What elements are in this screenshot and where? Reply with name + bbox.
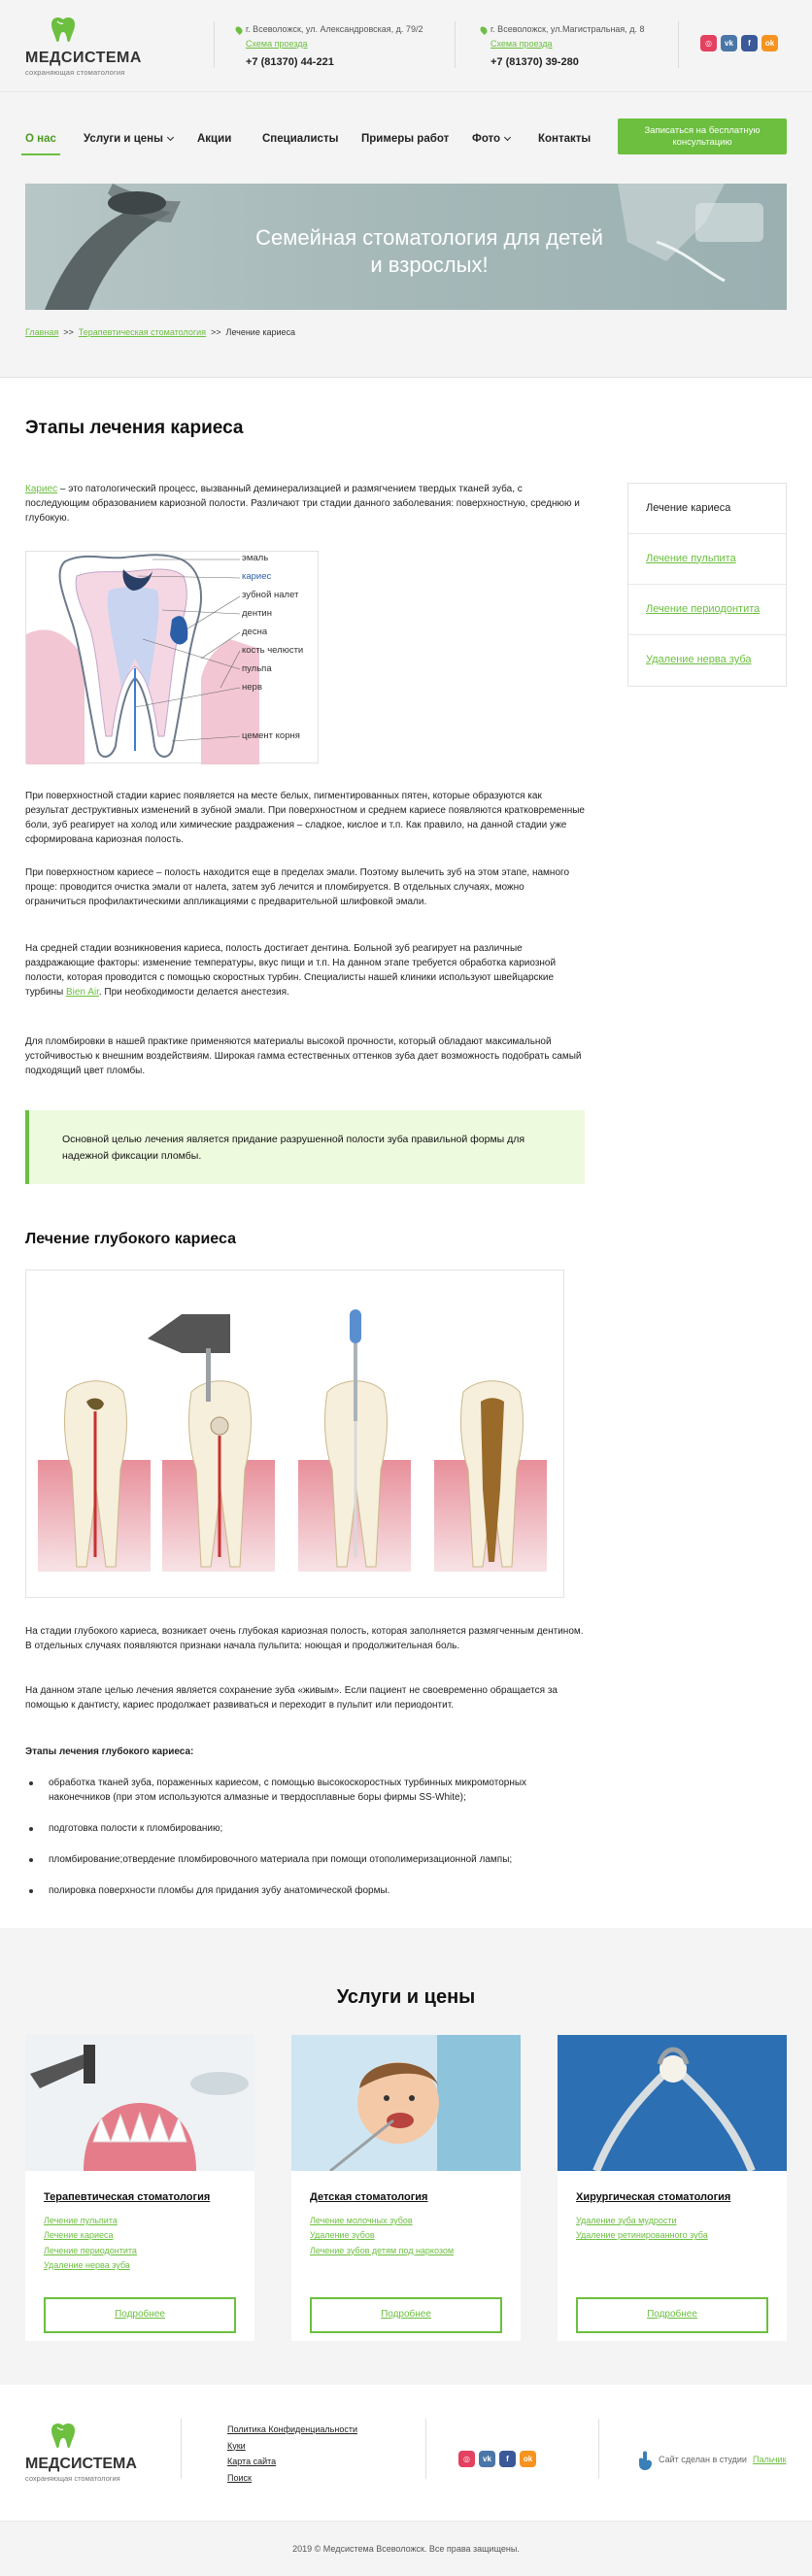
facebook-icon[interactable]: f	[741, 35, 758, 51]
paragraph	[25, 941, 587, 1000]
highlight-quote: Основной целью лечения является придание разрушенной полости зуба правильной формы для надежной фиксации пломбы.	[25, 1110, 585, 1184]
paragraph-text: . При необходимости делается анестезия.	[98, 987, 289, 998]
breadcrumb-separator: >>	[63, 327, 74, 337]
tooth-anatomy-diagram	[25, 551, 319, 763]
service-card-title[interactable]: Детская стоматология	[310, 2191, 428, 2203]
sidebar-item-caries[interactable]: Лечение кариеса	[628, 484, 786, 534]
hero-banner	[25, 184, 787, 310]
footer-logo[interactable]	[25, 2422, 142, 2485]
service-card-surgery	[558, 2035, 787, 2341]
nav-item-portfolio[interactable]	[361, 131, 449, 148]
copyright: 2019 © Медсистема Всеволожск. Все права защищены.	[292, 2544, 520, 2554]
service-card-image	[25, 2035, 254, 2171]
steps-title: Этапы лечения глубокого кариеса:	[25, 1746, 194, 1757]
header-divider	[678, 21, 679, 68]
nav-item-promotions[interactable]	[197, 131, 231, 148]
breadcrumb-separator: >>	[211, 327, 221, 337]
breadcrumb-home[interactable]: Главная	[25, 327, 59, 337]
footer	[0, 2385, 812, 2576]
service-card-therapy	[25, 2035, 254, 2341]
breadcrumb	[25, 326, 295, 339]
services-title: Услуги и цены	[336, 1986, 476, 2008]
paragraph: При поверхностном кариесе – полость находится еще в пределах эмали. Поэтому вылечить зуб на этом этапе, намного проще: проводится очистка эмали от налета, затем зуб лечится и пломбируется. В отдельных случаях, можно ограничиться профилактическими аппликациями с предварительной шлифовкой эмали.	[25, 867, 570, 907]
more-button[interactable]: Подробнее	[44, 2297, 236, 2333]
map-link[interactable]: Схема проезда	[246, 39, 308, 50]
vk-icon[interactable]: vk	[721, 35, 737, 51]
chevron-down-icon	[167, 134, 174, 141]
footer-divider	[598, 2419, 599, 2479]
brand-tagline: сохраняющая стоматология	[25, 67, 125, 77]
phone-number[interactable]: +7 (81370) 39-280	[491, 56, 579, 69]
page-title: Этапы лечения кариеса	[25, 418, 244, 438]
phone-number[interactable]: +7 (81370) 44-221	[246, 56, 334, 69]
odnoklassniki-icon[interactable]: ok	[520, 2451, 536, 2467]
paragraph-text: На средней стадии возникновения кариеса, полость достигает дентина. Больной зуб реагирует на различные раздражающие факторы: изменение температуры, вкус пищи и т.п. На данном этапе требуется обработка кариозной полости, которая проводится с помощью скоростных турбин. Специалисты нашей клиники используют швейцарские турбины	[25, 943, 557, 998]
service-card-children	[291, 2035, 521, 2341]
brand-tagline: сохраняющая стоматология	[25, 2473, 120, 2483]
vk-icon[interactable]: vk	[479, 2451, 495, 2467]
address-block-2	[481, 23, 645, 71]
child-patient-image	[291, 2035, 521, 2171]
service-card-links	[44, 2214, 137, 2273]
nav-label: Акции	[197, 133, 232, 145]
studio-link[interactable]: Пальчик	[752, 2455, 787, 2465]
service-link[interactable]: Лечение кариеса	[44, 2230, 114, 2241]
footer-link-cookies[interactable]: Куки	[227, 2440, 246, 2451]
footer-links	[227, 2422, 357, 2487]
diagram-label-jawbone: кость челюсти	[242, 645, 304, 656]
nav-item-specialists[interactable]	[262, 131, 338, 148]
studio-credit	[637, 2451, 786, 2470]
sidebar-item-pulpitis[interactable]: Лечение пульпита	[628, 534, 786, 585]
extraction-forceps-image	[558, 2035, 787, 2171]
diagram-label-nerve: нерв	[242, 682, 262, 693]
footer-social-links	[458, 2451, 536, 2467]
footer-link-privacy[interactable]: Политика Конфиденциальности	[227, 2424, 357, 2434]
service-link[interactable]: Лечение периодонтита	[44, 2245, 137, 2255]
service-link[interactable]: Удаление ретинированного зуба	[576, 2230, 708, 2241]
diagram-label-enamel: эмаль	[242, 553, 269, 563]
list-item: полировка поверхности пломбы для придания зубу анатомической формы.	[25, 1883, 587, 1898]
paragraph: На стадии глубокого кариеса, возникает очень глубокая кариозная полость, которая заполняется размягченным дентином. В отдельных случаях появляются признаки начала пульпита: ноющая и продолжительная боль.	[25, 1626, 584, 1651]
diagram-label-caries: кариес	[242, 571, 272, 582]
caries-link[interactable]: Кариес	[25, 484, 58, 494]
service-card-links	[310, 2214, 454, 2258]
paragraph: Для пломбировки в нашей практике применяются материалы высокой прочности, который обладают максимальной устойчивостью к внешним воздействиям. Широкая гамма естественных оттенков зуба дает возможность подобрать самый подходящий цвет пломбы.	[25, 1036, 582, 1076]
deep-caries-illustration	[25, 1270, 564, 1598]
address-text: г. Всеволожск, ул. Александровская, д. 79/2	[246, 24, 423, 34]
more-button[interactable]: Подробнее	[310, 2297, 502, 2333]
nav-label: Примеры работ	[361, 133, 450, 145]
service-link[interactable]: Лечение пульпита	[44, 2216, 118, 2225]
sidebar-item-periodontitis[interactable]: Лечение периодонтита	[628, 585, 786, 635]
nav-label: Контакты	[538, 133, 592, 145]
service-card-image	[291, 2035, 521, 2171]
odnoklassniki-icon[interactable]: ok	[761, 35, 778, 51]
paragraph: На данном этапе целью лечения является сохранение зуба «живым». Если пациент не своевременно обращается за помощью к дантисту, кариес продолжает развиваться и переходит в пульпит или периодонтит.	[25, 1685, 558, 1711]
list-item: пломбирование;отвердение пломбировочного материала при помощи отополимеризационной лампы;	[25, 1852, 587, 1867]
breadcrumb-current: Лечение кариеса	[225, 327, 296, 337]
sidebar-item-nerve-removal[interactable]: Удаление нерва зуба	[646, 654, 752, 666]
location-pin-icon	[479, 25, 489, 35]
nav-item-services[interactable]	[84, 131, 173, 148]
chevron-down-icon	[504, 134, 511, 141]
brand-name: МЕДСИСТЕМА	[25, 49, 142, 66]
service-card-image	[558, 2035, 787, 2171]
diagram-label-pulp: пульпа	[242, 663, 272, 674]
header	[0, 0, 812, 92]
hero-title: Семейная стоматология для детей и взрослых!	[255, 225, 603, 277]
service-link[interactable]: Удаление зубов	[310, 2230, 375, 2241]
nav-item-about[interactable]	[25, 131, 56, 148]
service-link[interactable]: Лечение молочных зубов	[310, 2216, 413, 2225]
header-divider	[214, 21, 215, 68]
breadcrumb-section[interactable]: Терапевтическая стоматология	[78, 327, 207, 337]
nav-label: О нас	[25, 133, 56, 145]
address-block-1	[236, 23, 423, 71]
footer-bottom-bar	[0, 2521, 812, 2576]
service-card-title[interactable]: Терапевтическая стоматология	[44, 2191, 211, 2203]
diagram-label-root-cement: цемент корня	[242, 730, 300, 741]
service-card-links	[576, 2214, 708, 2244]
tooth-logo-icon	[49, 16, 78, 43]
nav-label: Услуги и цены	[84, 133, 163, 145]
list-item: подготовка полости к пломбированию;	[25, 1821, 587, 1836]
footer-link-sitemap[interactable]: Карта сайта	[227, 2457, 277, 2467]
instagram-icon[interactable]: ◎	[700, 35, 717, 51]
service-card-title[interactable]: Хирургическая стоматология	[576, 2191, 731, 2203]
diagram-label-plaque: зубной налет	[242, 590, 299, 600]
nav-label: Специалисты	[262, 133, 339, 145]
header-divider	[455, 21, 456, 68]
hero-section	[0, 178, 812, 378]
facebook-icon[interactable]: f	[499, 2451, 516, 2467]
paragraph: При поверхностной стадии кариес появляется на месте белых, пигментированных пятен, которые образуются как результат деструктивных изменений в зубной эмали. При поверхностном и среднем кариесе появляются кратковременные боли, зуб реагирует на холод или химические раздражения – сладкое, кислое и т.п. Как правило, на данной стадии уже сформирована кариозная полость.	[25, 791, 585, 845]
bien-air-link[interactable]: Bien Air	[65, 987, 99, 998]
section-title-deep-caries: Лечение глубокого кариеса	[25, 1231, 236, 1247]
service-link[interactable]: Удаление зуба мудрости	[576, 2216, 677, 2225]
intro-paragraph	[25, 482, 587, 525]
address-text: г. Всеволожск, ул.Магистральная, д. 8	[491, 24, 645, 34]
nav-label: Фото	[472, 133, 501, 145]
consultation-button[interactable]: Записаться на бесплатную консультацию	[618, 119, 787, 154]
steps-list	[25, 1776, 587, 1915]
footer-link-search[interactable]: Поиск	[227, 2472, 252, 2483]
services-section	[0, 1928, 812, 2385]
footer-divider	[181, 2419, 182, 2479]
main-nav	[0, 92, 812, 178]
diagram-label-dentin: дентин	[242, 608, 272, 619]
diagram-label-gum: десна	[242, 627, 268, 637]
deep-caries-steps-image	[26, 1271, 565, 1599]
finger-icon	[637, 2451, 653, 2470]
social-links	[700, 35, 778, 51]
logo[interactable]	[25, 16, 142, 79]
service-link[interactable]: Удаление нерва зуба	[44, 2259, 130, 2270]
nav-item-photo[interactable]	[472, 131, 510, 148]
dentures-image	[25, 2035, 254, 2171]
sidebar-menu	[627, 483, 787, 687]
footer-divider	[425, 2419, 426, 2479]
intro-text: – это патологический процесс, вызванный деминерализацией и размягчением твердых тканей зуба, с последующим образованием кариозной полости. Различают три стадии данного заболевания: поверхностную, среднюю и глубокую.	[25, 484, 580, 524]
instagram-icon[interactable]: ◎	[458, 2451, 475, 2467]
list-item: обработка тканей зуба, пораженных кариесом, с помощью высокоскоростных турбинных микромоторных наконечников (при этом используются алмазные и твердосплавные боры фирмы SS-White);	[25, 1776, 587, 1805]
more-button[interactable]: Подробнее	[576, 2297, 768, 2333]
studio-text: Сайт сделан в студии	[659, 2455, 747, 2465]
service-link[interactable]: Лечение зубов детям под наркозом	[310, 2245, 455, 2255]
map-link[interactable]: Схема проезда	[491, 39, 553, 50]
nav-item-contacts[interactable]	[538, 131, 591, 148]
tooth-logo-icon	[49, 2422, 78, 2449]
location-pin-icon	[234, 25, 244, 35]
brand-name: МЕДСИСТЕМА	[25, 2455, 137, 2472]
